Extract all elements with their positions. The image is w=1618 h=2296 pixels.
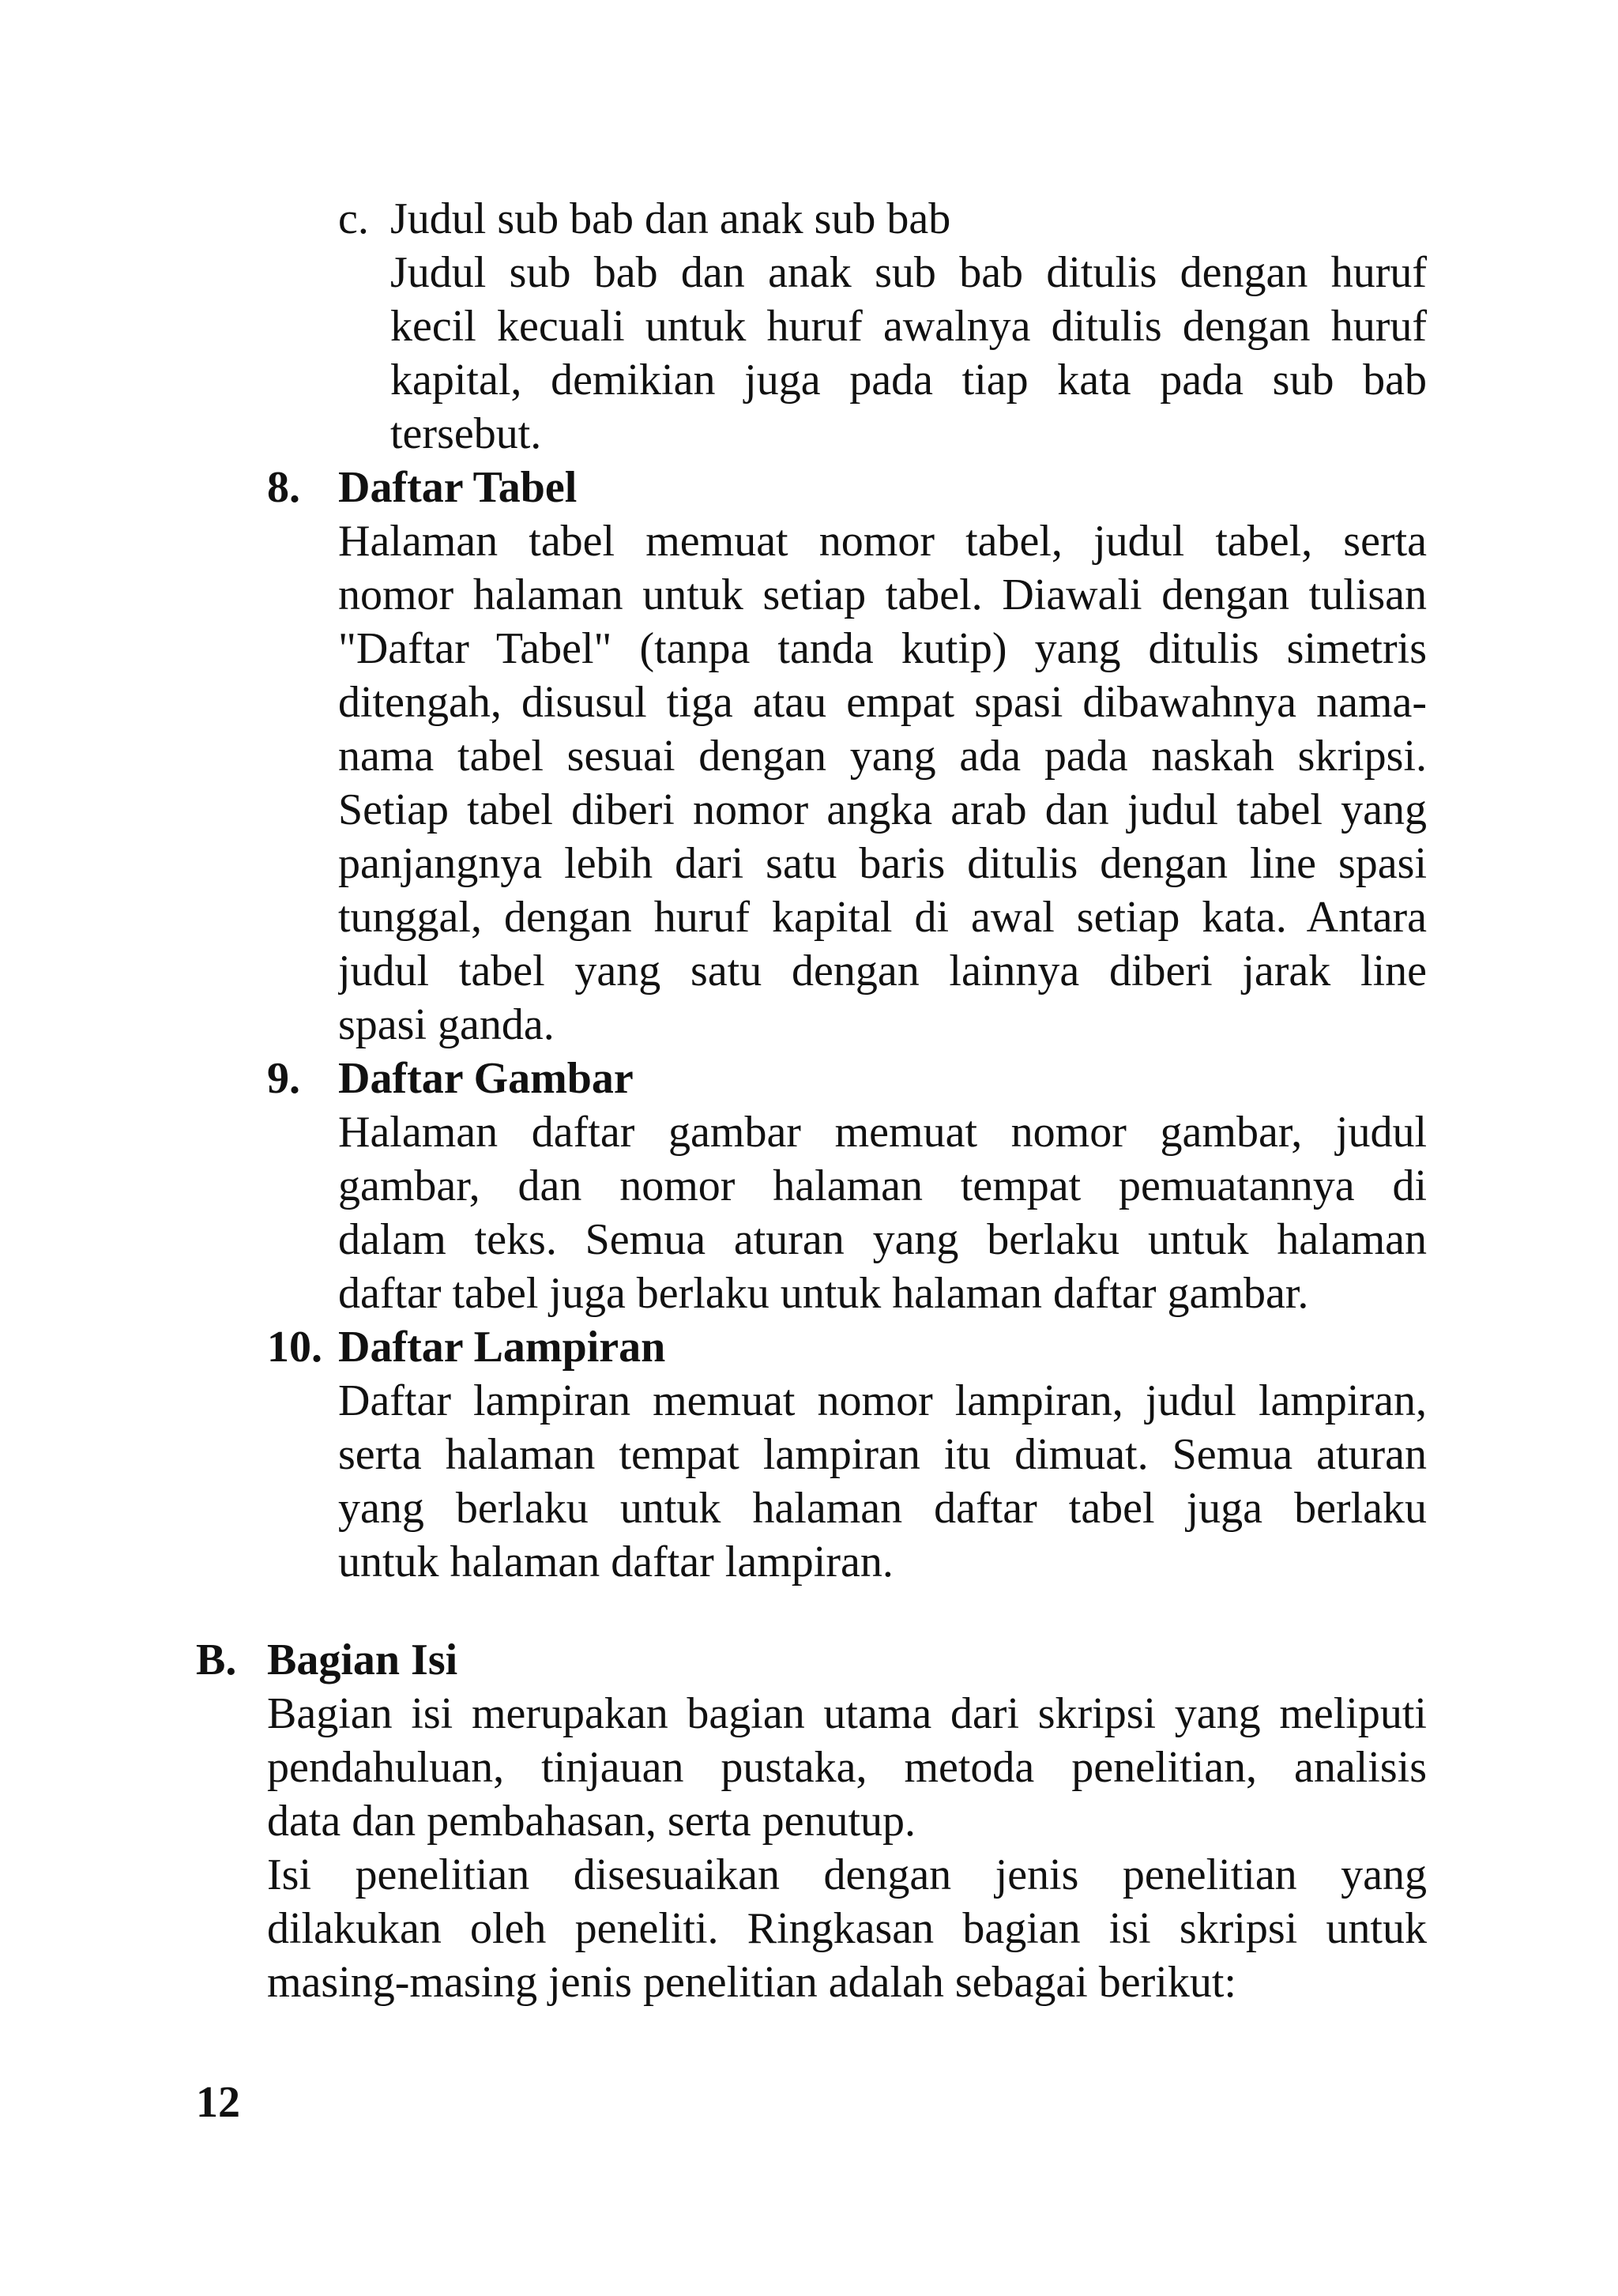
section-marker-b: B. (196, 1635, 237, 1684)
list-marker-c: c. (338, 194, 369, 243)
heading-bagian-isi: Bagian Isi (267, 1635, 458, 1684)
heading-daftar-gambar: Daftar Gambar (338, 1054, 634, 1103)
paragraph-line: Judul sub bab dan anak sub bab ditulis dengan huruf (390, 248, 1427, 297)
paragraph-line: yang berlaku untuk halaman daftar tabel juga berlaku (338, 1484, 1427, 1533)
paragraph-line: pendahuluan, tinjauan pustaka, metoda penelitian, analisis (267, 1743, 1427, 1792)
paragraph-line: untuk halaman daftar lampiran. (338, 1538, 894, 1586)
heading-daftar-lampiran: Daftar Lampiran (338, 1323, 666, 1372)
list-marker-10: 10. (267, 1323, 322, 1372)
paragraph-line: masing-masing jenis penelitian adalah sebagai berikut: (267, 1958, 1236, 2007)
paragraph-line: ditengah, disusul tiga atau empat spasi dibawahnya nama- (338, 678, 1427, 727)
list-marker-8: 8. (267, 463, 300, 512)
paragraph-line: Halaman daftar gambar memuat nomor gambar, judul (338, 1108, 1427, 1157)
heading-daftar-tabel: Daftar Tabel (338, 463, 578, 512)
paragraph-line: tunggal, dengan huruf kapital di awal setiap kata. Antara (338, 893, 1427, 942)
paragraph-line: data dan pembahasan, serta penutup. (267, 1797, 916, 1846)
paragraph-line: "Daftar Tabel" (tanpa tanda kutip) yang ditulis simetris (338, 624, 1427, 673)
paragraph-line: Halaman tabel memuat nomor tabel, judul tabel, serta (338, 517, 1427, 566)
paragraph-line: dalam teks. Semua aturan yang berlaku untuk halaman (338, 1215, 1427, 1264)
paragraph-line: nama tabel sesuai dengan yang ada pada naskah skripsi. (338, 732, 1427, 781)
paragraph-line: spasi ganda. (338, 1000, 555, 1049)
paragraph-line: nomor halaman untuk setiap tabel. Diawali dengan tulisan (338, 570, 1427, 619)
paragraph-line: tersebut. (390, 409, 542, 458)
paragraph-line: serta halaman tempat lampiran itu dimuat. Semua aturan (338, 1430, 1427, 1479)
paragraph-line: judul tabel yang satu dengan lainnya diberi jarak line (338, 947, 1427, 996)
paragraph-line: kapital, demikian juga pada tiap kata pada sub bab (390, 356, 1427, 405)
list-marker-9: 9. (267, 1054, 300, 1103)
paragraph-line: Isi penelitian disesuaikan dengan jenis penelitian yang (267, 1850, 1427, 1899)
paragraph-line: Setiap tabel diberi nomor angka arab dan judul tabel yang (338, 785, 1427, 834)
paragraph-line: Bagian isi merupakan bagian utama dari skripsi yang meliputi (267, 1689, 1427, 1738)
paragraph-line: Daftar lampiran memuat nomor lampiran, judul lampiran, (338, 1376, 1427, 1425)
paragraph-line: daftar tabel juga berlaku untuk halaman daftar gambar. (338, 1269, 1309, 1318)
paragraph-line: dilakukan oleh peneliti. Ringkasan bagian isi skripsi untuk (267, 1904, 1427, 1953)
subheading-c: Judul sub bab dan anak sub bab (390, 194, 951, 243)
paragraph-line: gambar, dan nomor halaman tempat pemuatannya di (338, 1161, 1427, 1210)
page-number: 12 (196, 2078, 240, 2127)
paragraph-line: panjangnya lebih dari satu baris ditulis dengan line spasi (338, 839, 1427, 888)
paragraph-line: kecil kecuali untuk huruf awalnya ditulis dengan huruf (390, 302, 1427, 351)
